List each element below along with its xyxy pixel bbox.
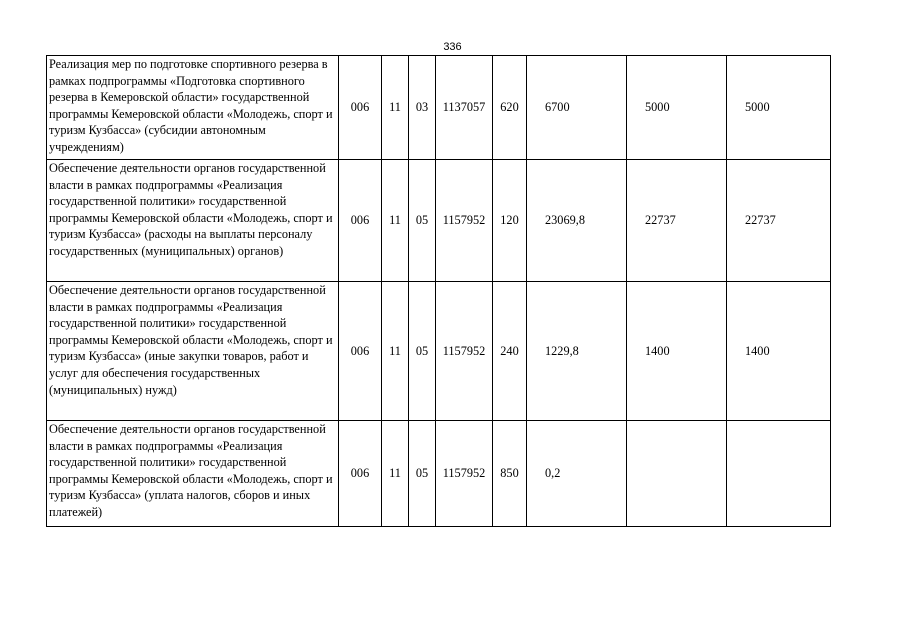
ministry-code: 006: [339, 282, 382, 421]
ministry-code: 006: [339, 160, 382, 282]
expense-type-code: 620: [493, 56, 527, 160]
section-code: 11: [382, 56, 409, 160]
target-article-code: 1157952: [436, 421, 493, 527]
amount-year-1: 23069,8: [527, 160, 627, 282]
amount-year-3: [727, 421, 831, 527]
budget-table: [46, 55, 831, 527]
page-number: 336: [443, 41, 462, 53]
subsection-code: 05: [409, 160, 436, 282]
amount-year-2: 22737: [627, 160, 727, 282]
table-row: [47, 282, 831, 421]
table-row: [47, 421, 831, 527]
target-article-code: 1157952: [436, 160, 493, 282]
ministry-code: 006: [339, 421, 382, 527]
amount-year-2: [627, 421, 727, 527]
subsection-code: 05: [409, 282, 436, 421]
subsection-code: 03: [409, 56, 436, 160]
section-code: 11: [382, 160, 409, 282]
target-article-code: 1137057: [436, 56, 493, 160]
table-row: [47, 160, 831, 282]
amount-year-1: 6700: [527, 56, 627, 160]
target-article-code: 1157952: [436, 282, 493, 421]
table-row: [47, 56, 831, 160]
subsection-code: 05: [409, 421, 436, 527]
row-description: Обеспечение деятельности органов государственной власти в рамках подпрограммы «Реализация государственной политики» государственной программы Кемеровской области «Молодежь, спорт и туризм Кузбасса» (иные закупки товаров, работ и услуг для обеспечения государственных (муниципальных) нужд): [47, 282, 339, 421]
amount-year-1: 0,2: [527, 421, 627, 527]
amount-year-2: 5000: [627, 56, 727, 160]
amount-year-2: 1400: [627, 282, 727, 421]
section-code: 11: [382, 282, 409, 421]
section-code: 11: [382, 421, 409, 527]
row-description: Реализация мер по подготовке спортивного резерва в рамках подпрограммы «Подготовка спортивного резерва в Кемеровской области» государственной программы Кемеровской области «Молодежь, спорт и туризм Кузбасса» (субсидии автономным учреждениям): [47, 56, 339, 160]
row-description: Обеспечение деятельности органов государственной власти в рамках подпрограммы «Реализация государственной политики» государственной программы Кемеровской области «Молодежь, спорт и туризм Кузбасса» (расходы на выплаты персоналу государственных (муниципальных) органов): [47, 160, 339, 282]
amount-year-1: 1229,8: [527, 282, 627, 421]
ministry-code: 006: [339, 56, 382, 160]
amount-year-3: 22737: [727, 160, 831, 282]
expense-type-code: 120: [493, 160, 527, 282]
amount-year-3: 5000: [727, 56, 831, 160]
expense-type-code: 850: [493, 421, 527, 527]
expense-type-code: 240: [493, 282, 527, 421]
amount-year-3: 1400: [727, 282, 831, 421]
row-description: Обеспечение деятельности органов государственной власти в рамках подпрограммы «Реализация государственной политики» государственной программы Кемеровской области «Молодежь, спорт и туризм Кузбасса» (уплата налогов, сборов и иных платежей): [47, 421, 339, 527]
